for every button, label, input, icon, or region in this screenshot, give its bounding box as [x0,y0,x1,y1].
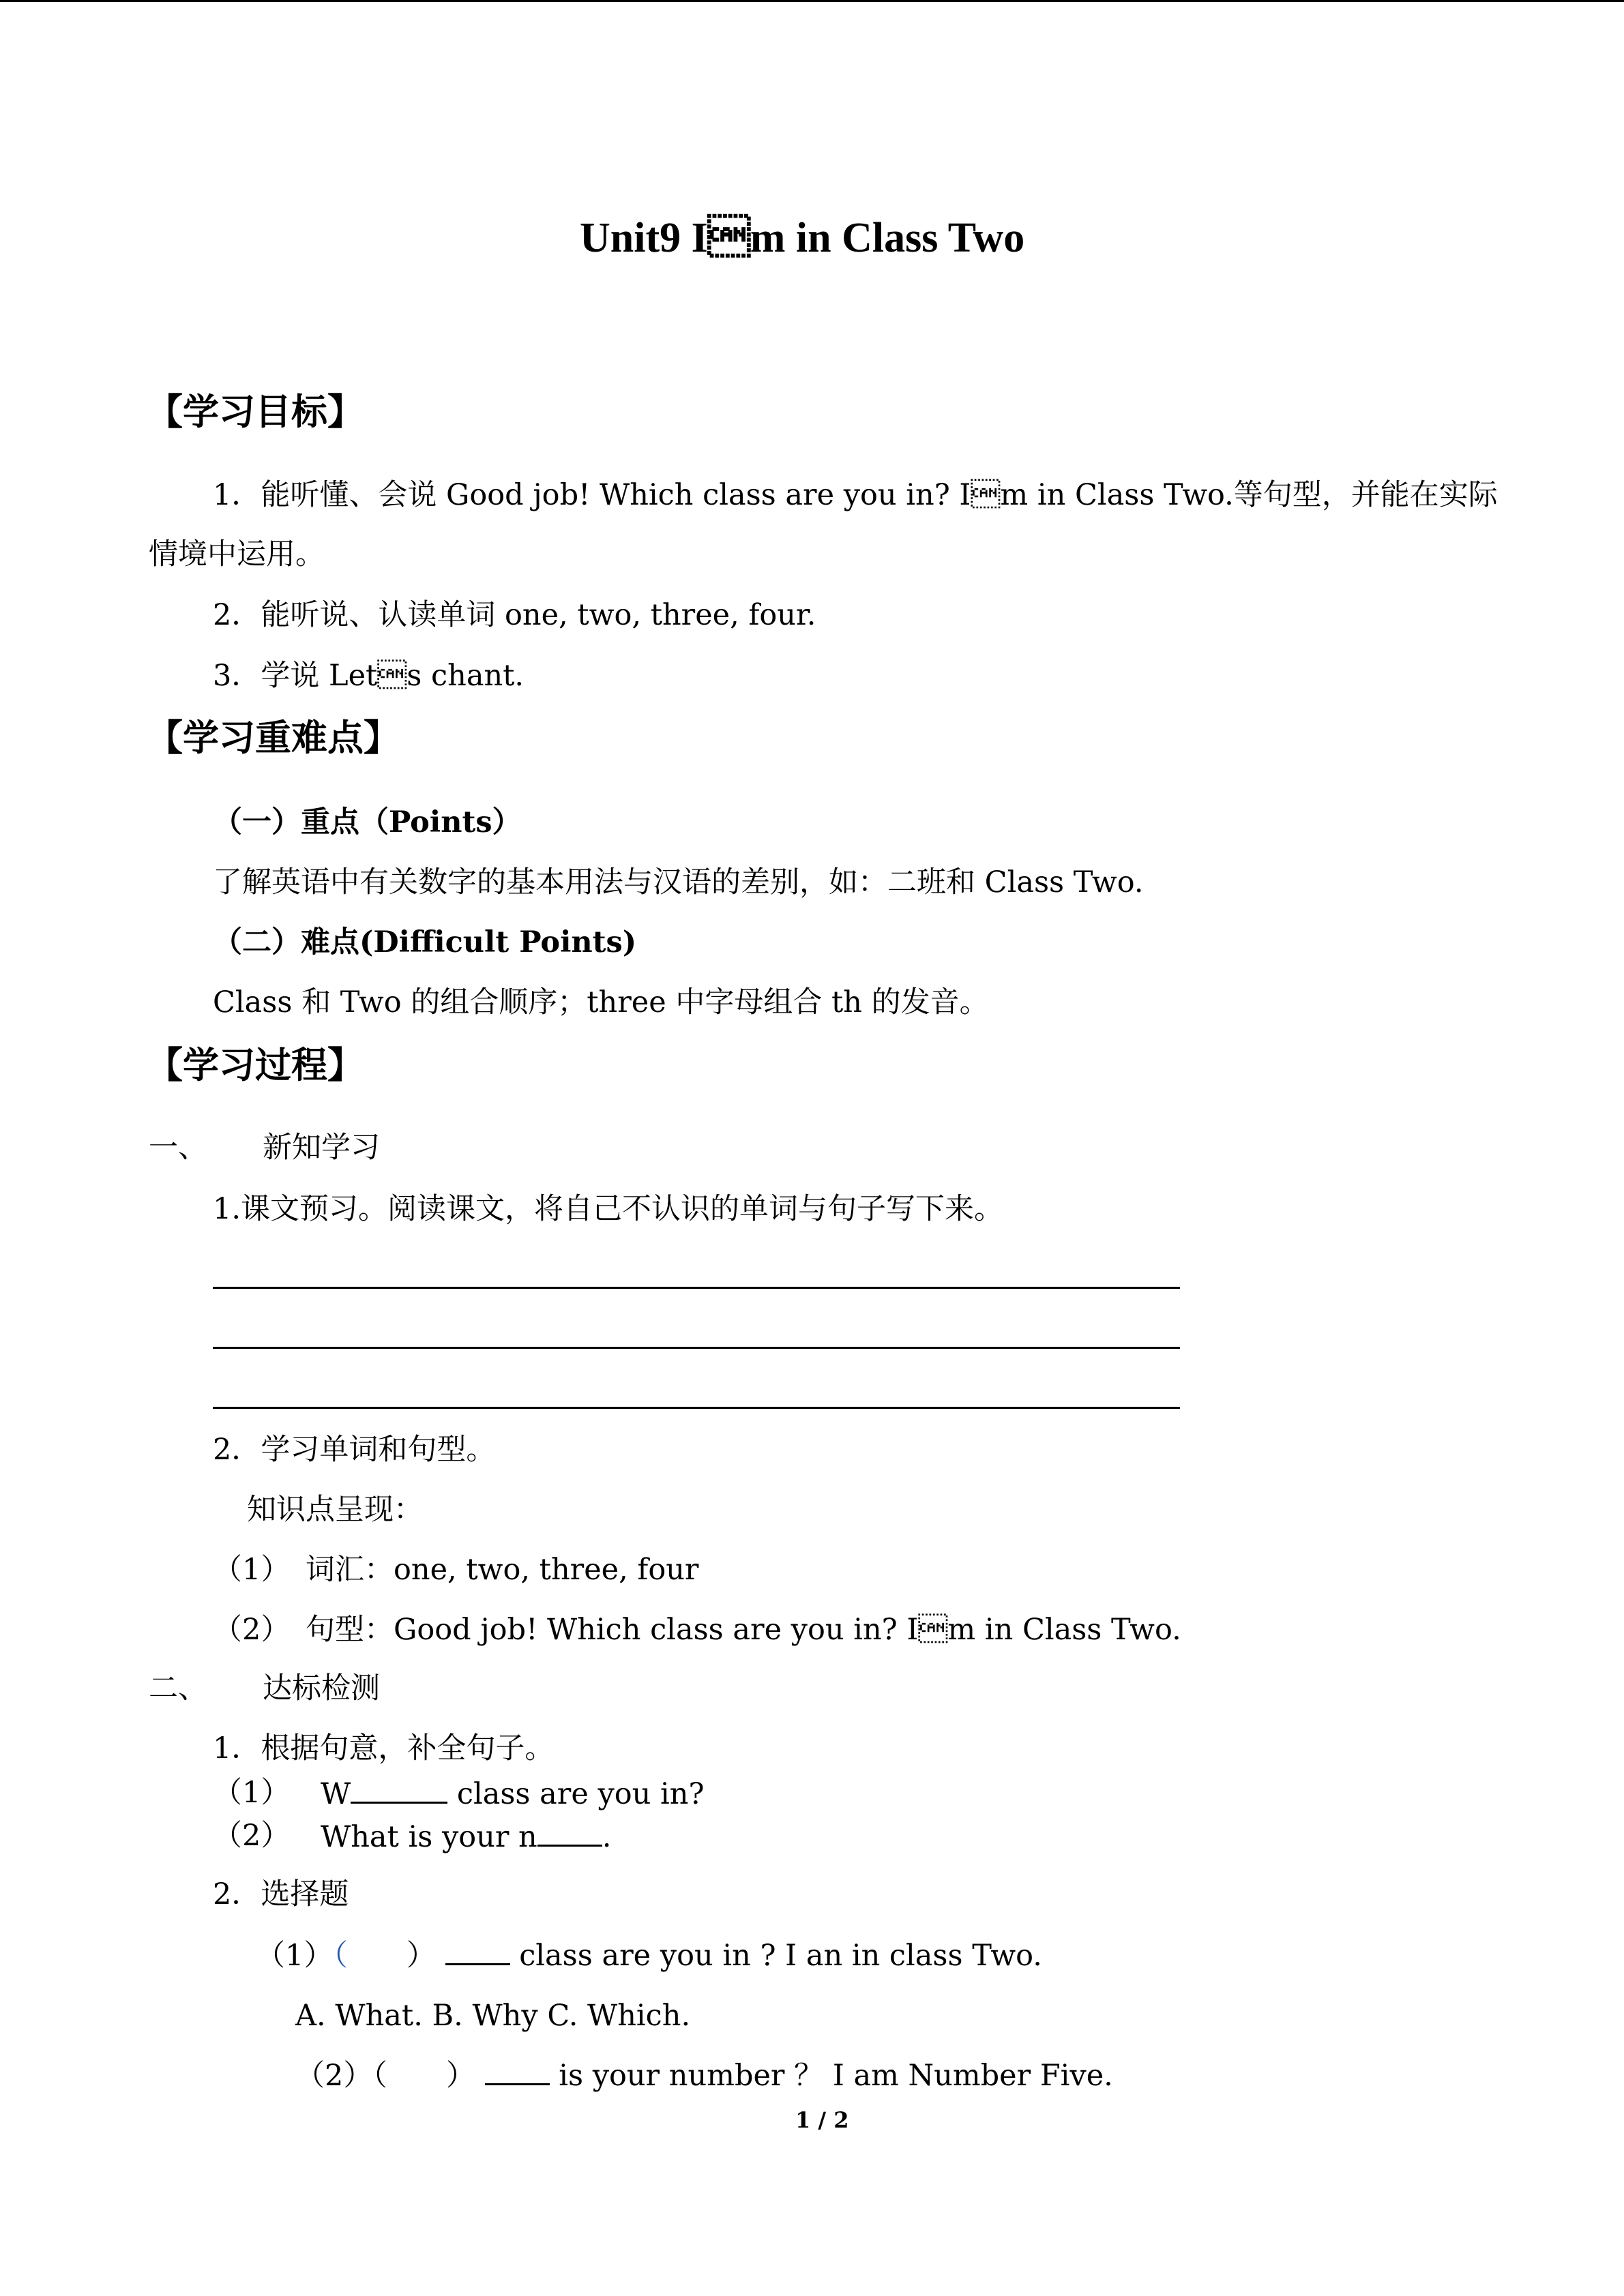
step-2-text: 2．学习单词和句型。 [213,1433,496,1467]
knowledge-2-number: （2） [213,1613,291,1647]
question-2-text: is your number ？ I am Number Five. [549,2059,1113,2093]
goal-item-1-line-2: 情境中运用。 [149,537,325,571]
page-top-border [0,0,1624,2]
exercise-2-question-2 [295,2060,1113,2091]
fill-in-blank[interactable] [485,2060,550,2085]
key-points-sub-2-text: Class 和 Two 的组合顺序；three 中字母组合 th 的发音。 [213,985,989,1019]
question-1-end: class are you in? [447,1777,705,1811]
fill-in-blank[interactable] [351,1778,447,1804]
part-2-title: 达标检测 [263,1671,380,1705]
exercise-1-question-2 [321,1821,611,1852]
goals-heading: 【学习目标】 [147,391,364,433]
key-points-sub-1-text: 了解英语中有关数字的基本用法与汉语的差别，如：二班和 Class Two. [213,865,1144,899]
page-number: 1 / 2 [795,2107,849,2133]
exercise-1-instruction: 1．根据句意，补全句子。 [213,1731,555,1765]
key-points-sub-2: （二）难点(Difficult Points) [213,925,637,959]
goal-item-3: 3．学说 Lets chant. [213,659,525,693]
process-heading: 【学习过程】 [147,1044,364,1086]
answer-line-3 [213,1407,1180,1409]
knowledge-1-text: 词汇：one, two, three, four [306,1553,699,1587]
question-2-end: . [602,1820,612,1854]
knowledge-2-text: 句型：Good job! Which class are you in? Im in Class Two. [306,1613,1181,1647]
knowledge-1-number: （1） [213,1553,291,1587]
exercise-1-question-1-number: （1） [213,1776,291,1810]
question-2-start: What is your n [321,1820,537,1854]
part-1-title: 新知学习 [263,1131,380,1165]
answer-line-2 [213,1347,1180,1349]
part-2-number: 二、 [149,1671,207,1705]
step-1-text: 1.课文预习。阅读课文，将自己不认识的单词与句子写下来。 [213,1192,1004,1226]
goal-item-2: 2．能听说、认读单词 one, two, three, four. [213,598,816,632]
key-points-heading: 【学习重难点】 [147,717,400,759]
part-1-number: 一、 [149,1131,207,1165]
question-1-text: class are you in ? I an in class Two. [510,1939,1042,1973]
knowledge-label: 知识点呈现： [247,1493,423,1527]
question-1-start: W [321,1777,351,1811]
answer-paren-space: ） [347,1939,436,1973]
key-points-sub-1: （一）重点（Points） [213,805,522,839]
fill-in-blank[interactable] [445,1940,510,1965]
page-title: Unit9 Im in Class Two [580,215,1025,261]
exercise-2-question-1-options: A. What. B. Why C. Which. [295,1999,691,2033]
goal-item-1-line-1: 1．能听懂、会说 Good job! Which class are you in? Im in Class Two.等句型，并能在实际 [213,478,1498,512]
exercise-2-instruction: 2．选择题 [213,1877,349,1911]
answer-paren-open: （ [333,1939,348,1973]
question-2-number: （2）（ ） [295,2059,475,2093]
answer-line-1 [213,1287,1180,1289]
exercise-1-question-2-number: （2） [213,1819,291,1853]
fill-in-blank[interactable] [537,1821,602,1847]
question-1-number: （1） [256,1939,334,1973]
exercise-1-question-1 [321,1778,705,1809]
exercise-2-question-1 [256,1940,1042,1971]
